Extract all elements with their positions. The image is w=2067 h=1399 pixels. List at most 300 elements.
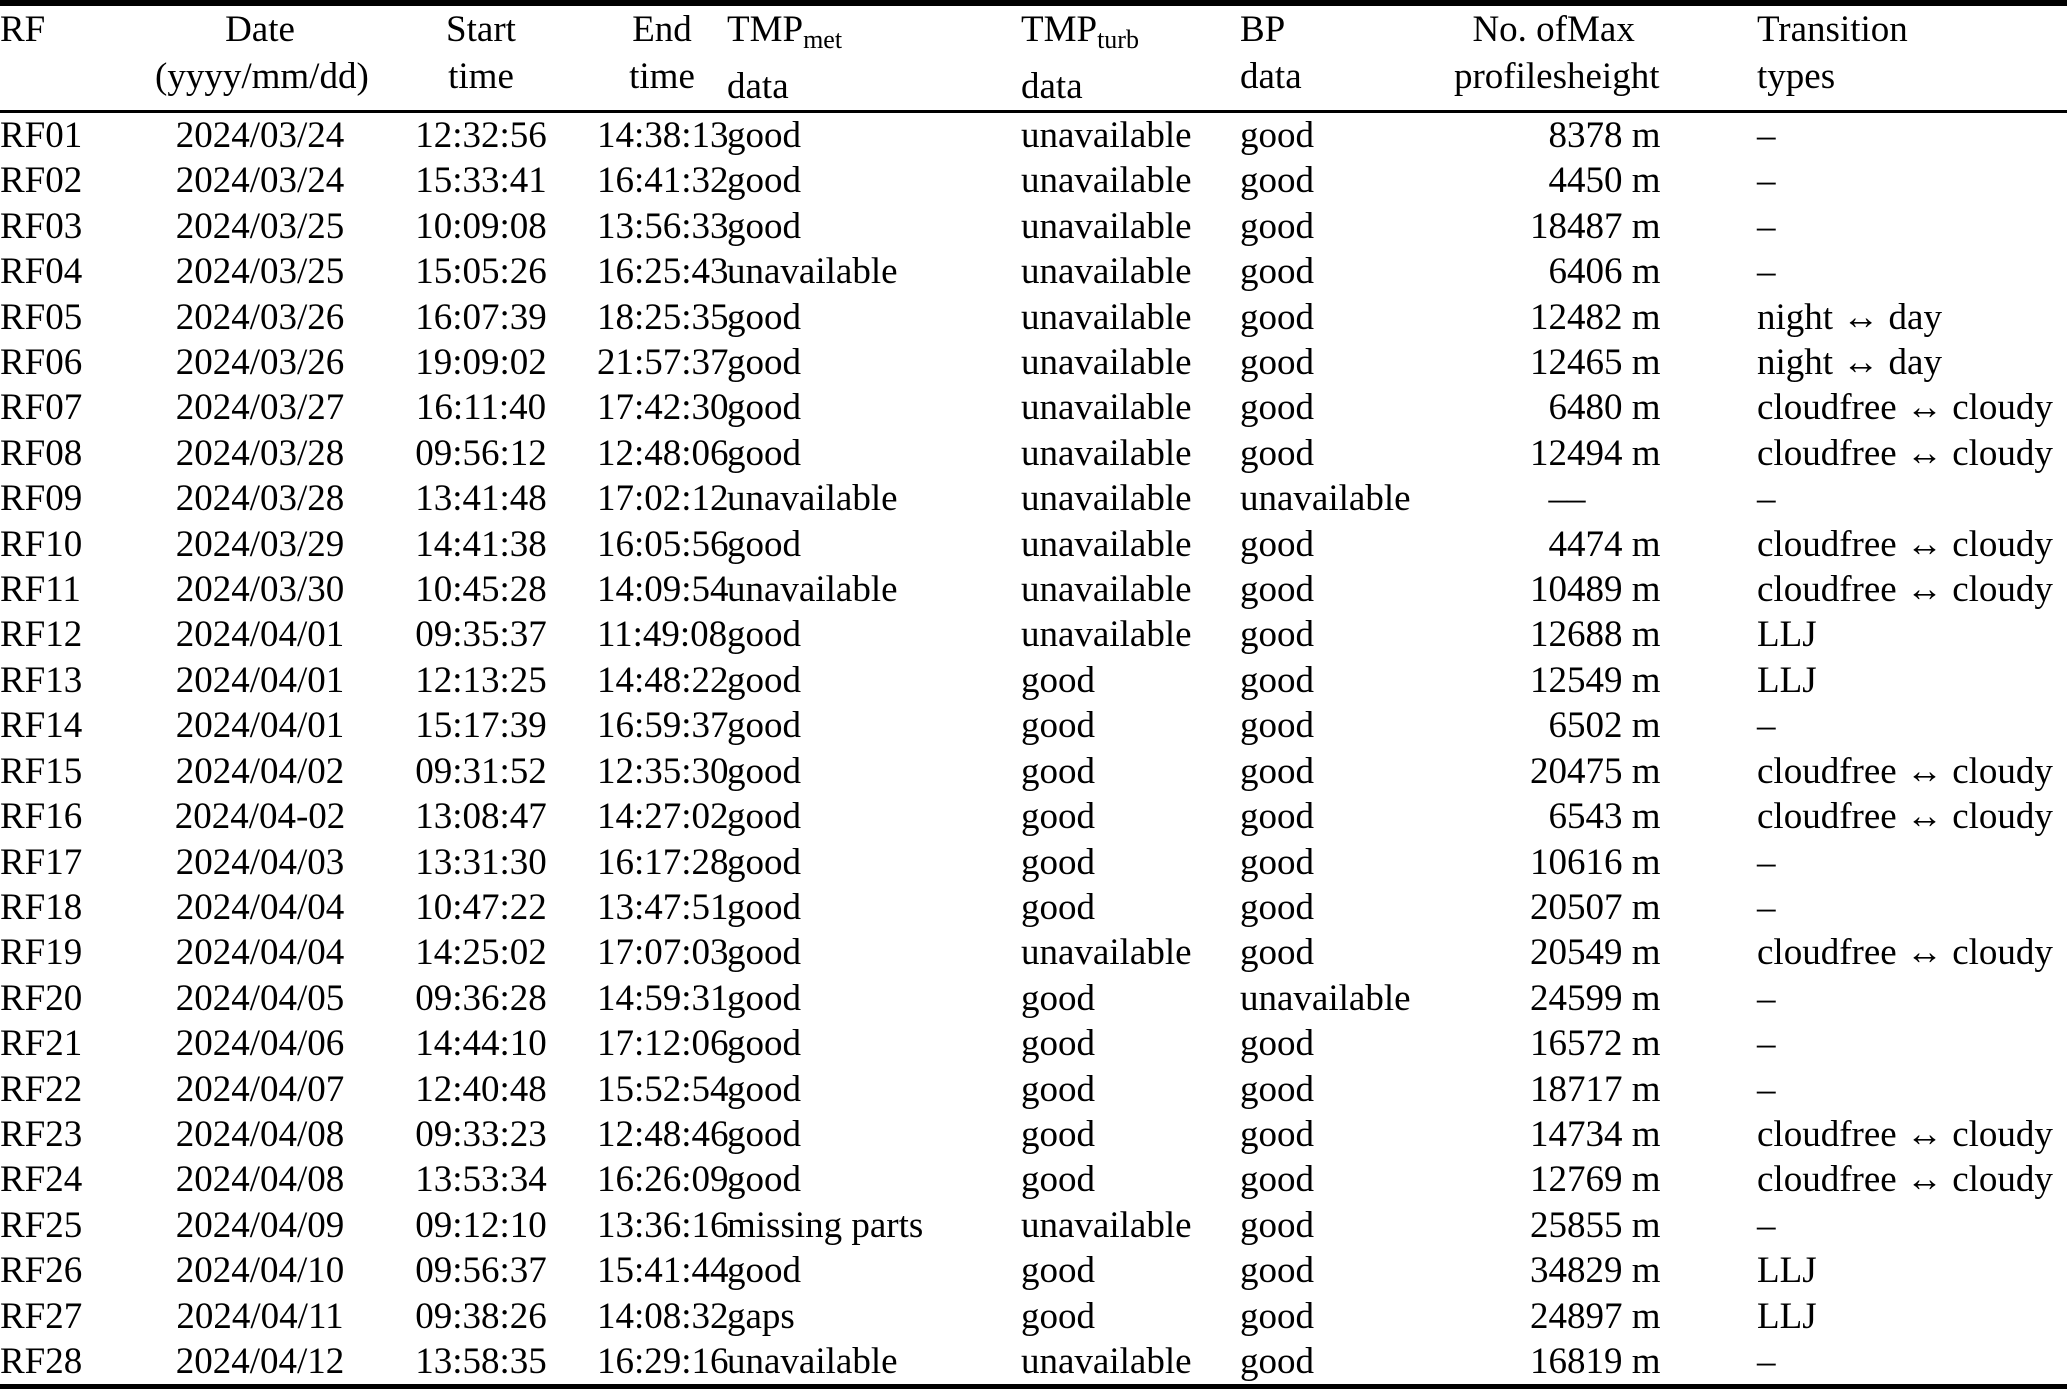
cell-no-of-profiles: 18 bbox=[1530, 205, 1567, 247]
cell-date: 2024/04/03 bbox=[175, 841, 345, 883]
cell-transition-types: cloudfree ↔ cloudy bbox=[1757, 796, 2053, 838]
cell-transition-types: – bbox=[1757, 886, 1776, 928]
col-header-bp-data bbox=[1240, 3, 1420, 112]
cell-end-time: 17:02:12 bbox=[597, 478, 729, 520]
cell-tmp-turb-data: good bbox=[1021, 886, 1095, 928]
cell-start-time: 12:40:48 bbox=[415, 1068, 547, 1110]
cell-tmp-turb-data: good bbox=[1021, 750, 1095, 792]
table-header bbox=[0, 3, 2067, 112]
header-label: data bbox=[1240, 56, 1302, 97]
tmp-label: TMP bbox=[727, 9, 804, 50]
cell-bp-data: good bbox=[1240, 251, 1314, 293]
cell-date: 2024/04/02 bbox=[175, 750, 345, 792]
cell-tmp-met-data: good bbox=[727, 750, 801, 792]
cell-end-time: 13:47:51 bbox=[597, 886, 729, 928]
cell-rf-id: RF21 bbox=[0, 1023, 83, 1065]
cell-bp-data: unavailable bbox=[1240, 977, 1411, 1019]
cell-max-height: 507 m bbox=[1567, 886, 1661, 928]
col-header-no-of-profiles bbox=[1420, 3, 1567, 112]
cell-date: 2024/03/25 bbox=[175, 205, 345, 247]
table-row bbox=[0, 112, 2067, 159]
cell-tmp-met-data: good bbox=[727, 1113, 801, 1155]
cell-bp-data: good bbox=[1240, 160, 1314, 202]
cell-rf-id: RF02 bbox=[0, 160, 83, 202]
header-label: Max bbox=[1567, 9, 1635, 50]
table-row bbox=[0, 431, 2067, 476]
cell-tmp-turb-data: good bbox=[1021, 1250, 1095, 1292]
cell-date: 2024/04/12 bbox=[175, 1340, 345, 1382]
header-row bbox=[0, 3, 2067, 112]
table-row bbox=[0, 1021, 2067, 1066]
cell-date: 2024/04/08 bbox=[175, 1113, 345, 1155]
cell-rf-id: RF05 bbox=[0, 296, 83, 338]
cell-rf-id: RF14 bbox=[0, 705, 83, 747]
cell-max-height: 465 m bbox=[1567, 342, 1661, 384]
cell-end-time: 11:49:08 bbox=[597, 614, 728, 656]
cell-max-height: 475 m bbox=[1567, 750, 1661, 792]
cell-max-height: 487 m bbox=[1567, 205, 1661, 247]
cell-date: 2024/03/24 bbox=[175, 160, 345, 202]
cell-end-time: 12:35:30 bbox=[597, 750, 729, 792]
cell-tmp-turb-data: good bbox=[1021, 659, 1095, 701]
cell-tmp-met-data: unavailable bbox=[727, 478, 898, 520]
cell-transition-types: – bbox=[1757, 478, 1776, 520]
cell-tmp-met-data: good bbox=[727, 523, 801, 565]
cell-transition-types: night ↔ day bbox=[1757, 342, 1942, 384]
cell-date: 2024/03/28 bbox=[175, 432, 345, 474]
table-row bbox=[0, 1112, 2067, 1157]
header-label: data bbox=[1021, 66, 1083, 107]
cell-bp-data: good bbox=[1240, 750, 1314, 792]
cell-transition-types: – bbox=[1757, 705, 1776, 747]
cell-no-of-profiles: 20 bbox=[1530, 886, 1567, 928]
cell-bp-data: unavailable bbox=[1240, 478, 1411, 520]
cell-bp-data: good bbox=[1240, 1113, 1314, 1155]
cell-date: 2024/04/04 bbox=[175, 886, 345, 928]
col-header-max-height bbox=[1567, 3, 1757, 112]
cell-no-of-profiles: 25 bbox=[1530, 1204, 1567, 1246]
cell-tmp-turb-data: unavailable bbox=[1021, 432, 1192, 474]
cell-no-of-profiles: 24 bbox=[1530, 1295, 1567, 1337]
cell-bp-data: good bbox=[1240, 932, 1314, 974]
header-label: profiles bbox=[1453, 56, 1567, 97]
header-label: No. of bbox=[1472, 9, 1567, 50]
cell-end-time: 16:25:43 bbox=[597, 251, 729, 293]
cell-rf-id: RF17 bbox=[0, 841, 83, 883]
cell-max-height: 572 m bbox=[1567, 1023, 1661, 1065]
cell-transition-types: cloudfree ↔ cloudy bbox=[1757, 432, 2053, 474]
cell-rf-id: RF03 bbox=[0, 205, 83, 247]
cell-tmp-met-data: good bbox=[727, 932, 801, 974]
cell-start-time: 13:31:30 bbox=[415, 841, 547, 883]
cell-date: 2024/03/25 bbox=[175, 251, 345, 293]
cell-tmp-met-data: good bbox=[727, 387, 801, 429]
col-header-start-time bbox=[365, 3, 597, 112]
cell-start-time: 09:36:28 bbox=[415, 977, 547, 1019]
cell-end-time: 14:08:32 bbox=[597, 1295, 729, 1337]
cell-rf-id: RF24 bbox=[0, 1159, 83, 1201]
cell-tmp-met-data: good bbox=[727, 659, 801, 701]
header-label: Transition bbox=[1757, 9, 1908, 50]
cell-tmp-met-data: good bbox=[727, 614, 801, 656]
cell-rf-id: RF27 bbox=[0, 1295, 83, 1337]
cell-no-of-profiles: 16 bbox=[1530, 1340, 1567, 1382]
table-row bbox=[0, 1203, 2067, 1248]
table-row bbox=[0, 885, 2067, 930]
cell-transition-types: – bbox=[1757, 977, 1776, 1019]
cell-max-height: 734 m bbox=[1567, 1113, 1661, 1155]
header-label: time bbox=[448, 56, 514, 97]
cell-end-time: 15:41:44 bbox=[597, 1250, 729, 1292]
cell-transition-types: LLJ bbox=[1757, 1250, 1817, 1292]
cell-start-time: 16:07:39 bbox=[415, 296, 547, 338]
header-label: height bbox=[1567, 56, 1660, 97]
cell-max-height: 897 m bbox=[1567, 1295, 1661, 1337]
cell-no-of-profiles: 6 bbox=[1548, 796, 1567, 838]
cell-bp-data: good bbox=[1240, 886, 1314, 928]
cell-date: 2024/04/01 bbox=[175, 659, 345, 701]
cell-max-height: 829 m bbox=[1567, 1250, 1661, 1292]
cell-no-of-profiles: 8 bbox=[1548, 115, 1567, 156]
tmp-turb-subscript: turb bbox=[1097, 25, 1139, 54]
cell-tmp-turb-data: unavailable bbox=[1021, 115, 1192, 156]
cell-tmp-met-data: missing parts bbox=[727, 1204, 924, 1246]
cell-end-time: 12:48:46 bbox=[597, 1113, 729, 1155]
cell-tmp-met-data: good bbox=[727, 432, 801, 474]
cell-tmp-met-data: good bbox=[727, 841, 801, 883]
cell-bp-data: good bbox=[1240, 296, 1314, 338]
cell-tmp-met-data: good bbox=[727, 115, 801, 156]
cell-start-time: 13:58:35 bbox=[415, 1340, 547, 1382]
cell-transition-types: cloudfree ↔ cloudy bbox=[1757, 1113, 2053, 1155]
cell-transition-types: – bbox=[1757, 115, 1776, 156]
col-header-tmp-met-data bbox=[727, 3, 1021, 112]
tmp-label: TMP bbox=[1021, 9, 1098, 50]
cell-bp-data: good bbox=[1240, 523, 1314, 565]
cell-end-time: 16:41:32 bbox=[597, 160, 729, 202]
cell-tmp-met-data: good bbox=[727, 796, 801, 838]
cell-no-of-profiles: – bbox=[1548, 478, 1567, 520]
table-row bbox=[0, 840, 2067, 885]
cell-bp-data: good bbox=[1240, 1250, 1314, 1292]
cell-date: 2024/04/06 bbox=[175, 1023, 345, 1065]
cell-transition-types: cloudfree ↔ cloudy bbox=[1757, 569, 2053, 611]
cell-date: 2024/04/01 bbox=[175, 614, 345, 656]
cell-tmp-turb-data: good bbox=[1021, 1295, 1095, 1337]
cell-end-time: 13:56:33 bbox=[597, 205, 729, 247]
cell-start-time: 14:41:38 bbox=[415, 523, 547, 565]
cell-bp-data: good bbox=[1240, 115, 1314, 156]
cell-no-of-profiles: 4 bbox=[1548, 523, 1567, 565]
cell-max-height: 489 m bbox=[1567, 569, 1661, 611]
cell-max-height: 769 m bbox=[1567, 1159, 1661, 1201]
cell-start-time: 19:09:02 bbox=[415, 342, 547, 384]
cell-bp-data: good bbox=[1240, 1023, 1314, 1065]
cell-start-time: 14:44:10 bbox=[415, 1023, 547, 1065]
cell-max-height: 688 m bbox=[1567, 614, 1661, 656]
header-label bbox=[727, 6, 1021, 63]
cell-start-time: 15:33:41 bbox=[415, 160, 547, 202]
cell-tmp-turb-data: good bbox=[1021, 1113, 1095, 1155]
cell-end-time: 16:26:09 bbox=[597, 1159, 729, 1201]
cell-transition-types: – bbox=[1757, 1340, 1776, 1382]
cell-transition-types: LLJ bbox=[1757, 1295, 1817, 1337]
cell-max-height: 494 m bbox=[1567, 432, 1661, 474]
header-label: types bbox=[1757, 56, 1836, 97]
cell-date: 2024/03/24 bbox=[175, 115, 345, 156]
table-row bbox=[0, 703, 2067, 748]
cell-max-height: 819 m bbox=[1567, 1340, 1661, 1382]
table-row bbox=[0, 1248, 2067, 1293]
cell-max-height: 549 m bbox=[1567, 932, 1661, 974]
header-label: Start bbox=[446, 9, 516, 50]
cell-tmp-turb-data: unavailable bbox=[1021, 478, 1192, 520]
header-label: Date bbox=[225, 9, 295, 50]
cell-tmp-met-data: good bbox=[727, 886, 801, 928]
cell-no-of-profiles: 10 bbox=[1530, 569, 1567, 611]
cell-max-height: 450 m bbox=[1567, 160, 1661, 202]
cell-end-time: 18:25:35 bbox=[597, 296, 729, 338]
cell-no-of-profiles: 16 bbox=[1530, 1023, 1567, 1065]
cell-no-of-profiles: 20 bbox=[1530, 932, 1567, 974]
cell-date: 2024/04/04 bbox=[175, 932, 345, 974]
cell-tmp-met-data: good bbox=[727, 705, 801, 747]
cell-tmp-met-data: good bbox=[727, 160, 801, 202]
cell-bp-data: good bbox=[1240, 705, 1314, 747]
cell-tmp-turb-data: unavailable bbox=[1021, 932, 1192, 974]
cell-max-height: 482 m bbox=[1567, 296, 1661, 338]
cell-rf-id: RF26 bbox=[0, 1250, 83, 1292]
cell-no-of-profiles: 6 bbox=[1548, 251, 1567, 293]
cell-max-height: 717 m bbox=[1567, 1068, 1661, 1110]
cell-tmp-turb-data: unavailable bbox=[1021, 342, 1192, 384]
cell-bp-data: good bbox=[1240, 614, 1314, 656]
cell-start-time: 13:53:34 bbox=[415, 1159, 547, 1201]
cell-date: 2024/04/07 bbox=[175, 1068, 345, 1110]
cell-max-height: 480 m bbox=[1567, 387, 1661, 429]
cell-rf-id: RF22 bbox=[0, 1068, 83, 1110]
cell-tmp-turb-data: good bbox=[1021, 841, 1095, 883]
cell-rf-id: RF18 bbox=[0, 886, 83, 928]
cell-end-time: 12:48:06 bbox=[597, 432, 729, 474]
cell-transition-types: cloudfree ↔ cloudy bbox=[1757, 750, 2053, 792]
table-row bbox=[0, 1339, 2067, 1387]
table-row bbox=[0, 794, 2067, 839]
cell-start-time: 09:33:23 bbox=[415, 1113, 547, 1155]
cell-end-time: 17:07:03 bbox=[597, 932, 729, 974]
cell-rf-id: RF06 bbox=[0, 342, 83, 384]
col-header-end-time bbox=[597, 3, 727, 112]
cell-start-time: 10:47:22 bbox=[415, 886, 547, 928]
cell-rf-id: RF28 bbox=[0, 1340, 83, 1382]
table-row bbox=[0, 249, 2067, 294]
cell-end-time: 14:27:02 bbox=[597, 796, 729, 838]
cell-bp-data: good bbox=[1240, 1340, 1314, 1382]
table-row bbox=[0, 930, 2067, 975]
cell-date: 2024/03/30 bbox=[175, 569, 345, 611]
cell-max-height: 616 m bbox=[1567, 841, 1661, 883]
cell-bp-data: good bbox=[1240, 659, 1314, 701]
table-row bbox=[0, 567, 2067, 612]
cell-no-of-profiles: 10 bbox=[1530, 841, 1567, 883]
cell-start-time: 12:32:56 bbox=[415, 115, 547, 156]
cell-transition-types: – bbox=[1757, 251, 1776, 293]
cell-max-height: 543 m bbox=[1567, 796, 1661, 838]
cell-max-height: 599 m bbox=[1567, 977, 1661, 1019]
cell-max-height: 502 m bbox=[1567, 705, 1661, 747]
cell-transition-types: LLJ bbox=[1757, 614, 1817, 656]
cell-no-of-profiles: 12 bbox=[1530, 614, 1567, 656]
cell-transition-types: – bbox=[1757, 1204, 1776, 1246]
cell-no-of-profiles: 12 bbox=[1530, 296, 1567, 338]
cell-end-time: 16:59:37 bbox=[597, 705, 729, 747]
cell-max-height: 549 m bbox=[1567, 659, 1661, 701]
cell-end-time: 14:48:22 bbox=[597, 659, 729, 701]
cell-no-of-profiles: 12 bbox=[1530, 342, 1567, 384]
cell-end-time: 16:05:56 bbox=[597, 523, 729, 565]
cell-bp-data: good bbox=[1240, 1295, 1314, 1337]
cell-tmp-met-data: good bbox=[727, 296, 801, 338]
cell-no-of-profiles: 14 bbox=[1530, 1113, 1567, 1155]
cell-end-time: 15:52:54 bbox=[597, 1068, 729, 1110]
table-row bbox=[0, 612, 2067, 657]
cell-tmp-met-data: unavailable bbox=[727, 1340, 898, 1382]
header-label bbox=[1021, 6, 1240, 63]
cell-start-time: 15:05:26 bbox=[415, 251, 547, 293]
cell-max-height: 855 m bbox=[1567, 1204, 1661, 1246]
cell-tmp-turb-data: good bbox=[1021, 705, 1095, 747]
cell-end-time: 13:36:16 bbox=[597, 1204, 729, 1246]
cell-date: 2024/03/26 bbox=[175, 342, 345, 384]
header-label: data bbox=[727, 66, 789, 107]
cell-transition-types: cloudfree ↔ cloudy bbox=[1757, 932, 2053, 974]
cell-date: 2024/04/11 bbox=[176, 1295, 344, 1337]
cell-tmp-met-data: good bbox=[727, 342, 801, 384]
cell-tmp-turb-data: unavailable bbox=[1021, 160, 1192, 202]
cell-start-time: 10:45:28 bbox=[415, 569, 547, 611]
cell-rf-id: RF09 bbox=[0, 478, 83, 520]
cell-no-of-profiles: 12 bbox=[1530, 1159, 1567, 1201]
cell-tmp-met-data: unavailable bbox=[727, 251, 898, 293]
cell-tmp-turb-data: unavailable bbox=[1021, 614, 1192, 656]
cell-bp-data: good bbox=[1240, 1068, 1314, 1110]
cell-bp-data: good bbox=[1240, 1204, 1314, 1246]
cell-rf-id: RF08 bbox=[0, 432, 83, 474]
cell-bp-data: good bbox=[1240, 205, 1314, 247]
cell-tmp-met-data: good bbox=[727, 1023, 801, 1065]
cell-no-of-profiles: 20 bbox=[1530, 750, 1567, 792]
header-label: time bbox=[629, 56, 695, 97]
cell-start-time: 12:13:25 bbox=[415, 659, 547, 701]
cell-max-height: 378 m bbox=[1567, 115, 1661, 156]
cell-start-time: 10:09:08 bbox=[415, 205, 547, 247]
header-label: BP bbox=[1240, 9, 1286, 50]
cell-rf-id: RF07 bbox=[0, 387, 83, 429]
cell-tmp-turb-data: good bbox=[1021, 1023, 1095, 1065]
cell-rf-id: RF04 bbox=[0, 251, 83, 293]
cell-transition-types: – bbox=[1757, 841, 1776, 883]
cell-end-time: 17:42:30 bbox=[597, 387, 729, 429]
cell-tmp-turb-data: good bbox=[1021, 1159, 1095, 1201]
cell-no-of-profiles: 6 bbox=[1548, 705, 1567, 747]
table-row bbox=[0, 976, 2067, 1021]
cell-tmp-turb-data: unavailable bbox=[1021, 523, 1192, 565]
cell-no-of-profiles: 18 bbox=[1530, 1068, 1567, 1110]
cell-start-time: 09:38:26 bbox=[415, 1295, 547, 1337]
cell-start-time: 09:12:10 bbox=[415, 1204, 547, 1246]
cell-date: 2024/03/26 bbox=[175, 296, 345, 338]
cell-tmp-turb-data: unavailable bbox=[1021, 296, 1192, 338]
cell-rf-id: RF01 bbox=[0, 115, 83, 156]
cell-rf-id: RF11 bbox=[0, 569, 81, 611]
cell-rf-id: RF16 bbox=[0, 796, 83, 838]
cell-rf-id: RF20 bbox=[0, 977, 83, 1019]
cell-tmp-turb-data: unavailable bbox=[1021, 1204, 1192, 1246]
cell-transition-types: – bbox=[1757, 1023, 1776, 1065]
cell-max-height: 474 m bbox=[1567, 523, 1661, 565]
cell-tmp-met-data: good bbox=[727, 1159, 801, 1201]
cell-no-of-profiles: 24 bbox=[1530, 977, 1567, 1019]
cell-start-time: 13:08:47 bbox=[415, 796, 547, 838]
cell-bp-data: good bbox=[1240, 1159, 1314, 1201]
table-row bbox=[0, 522, 2067, 567]
col-header-rf bbox=[0, 3, 155, 112]
cell-transition-types: night ↔ day bbox=[1757, 296, 1942, 338]
cell-date: 2024/03/27 bbox=[175, 387, 345, 429]
cell-transition-types: – bbox=[1757, 160, 1776, 202]
col-header-date bbox=[155, 3, 369, 112]
cell-end-time: 16:29:16 bbox=[597, 1340, 729, 1382]
cell-bp-data: good bbox=[1240, 387, 1314, 429]
cell-date: 2024/04/10 bbox=[175, 1250, 345, 1292]
cell-no-of-profiles: 34 bbox=[1530, 1250, 1567, 1292]
table-row bbox=[0, 1067, 2067, 1112]
cell-date: 2024/04/01 bbox=[175, 705, 345, 747]
tmp-met-subscript: met bbox=[803, 25, 843, 54]
cell-start-time: 16:11:40 bbox=[415, 387, 547, 429]
cell-tmp-met-data: unavailable bbox=[727, 569, 898, 611]
cell-tmp-turb-data: unavailable bbox=[1021, 1340, 1192, 1382]
cell-end-time: 14:09:54 bbox=[597, 569, 729, 611]
cell-start-time: 14:25:02 bbox=[415, 932, 547, 974]
cell-date: 2024/04/09 bbox=[175, 1204, 345, 1246]
cell-date: 2024/04/08 bbox=[175, 1159, 345, 1201]
cell-tmp-turb-data: unavailable bbox=[1021, 569, 1192, 611]
cell-tmp-turb-data: good bbox=[1021, 1068, 1095, 1110]
cell-tmp-turb-data: unavailable bbox=[1021, 205, 1192, 247]
cell-rf-id: RF23 bbox=[0, 1113, 83, 1155]
cell-no-of-profiles: 12 bbox=[1530, 659, 1567, 701]
cell-rf-id: RF10 bbox=[0, 523, 83, 565]
cell-date: 2024/03/28 bbox=[175, 478, 345, 520]
cell-rf-id: RF12 bbox=[0, 614, 83, 656]
cell-no-of-profiles: 12 bbox=[1530, 432, 1567, 474]
table-row bbox=[0, 385, 2067, 430]
cell-tmp-met-data: good bbox=[727, 977, 801, 1019]
cell-start-time: 09:35:37 bbox=[415, 614, 547, 656]
header-label: (yyyy/mm/dd) bbox=[155, 56, 369, 97]
col-header-transition-types bbox=[1757, 3, 2067, 112]
table-row bbox=[0, 476, 2067, 521]
cell-max-height: 406 m bbox=[1567, 251, 1661, 293]
cell-tmp-turb-data: unavailable bbox=[1021, 387, 1192, 429]
cell-rf-id: RF25 bbox=[0, 1204, 83, 1246]
cell-date: 2024/04/05 bbox=[175, 977, 345, 1019]
cell-start-time: 09:56:37 bbox=[415, 1250, 547, 1292]
table-row bbox=[0, 158, 2067, 203]
cell-start-time: 15:17:39 bbox=[415, 705, 547, 747]
cell-max-height: – bbox=[1567, 478, 1586, 520]
